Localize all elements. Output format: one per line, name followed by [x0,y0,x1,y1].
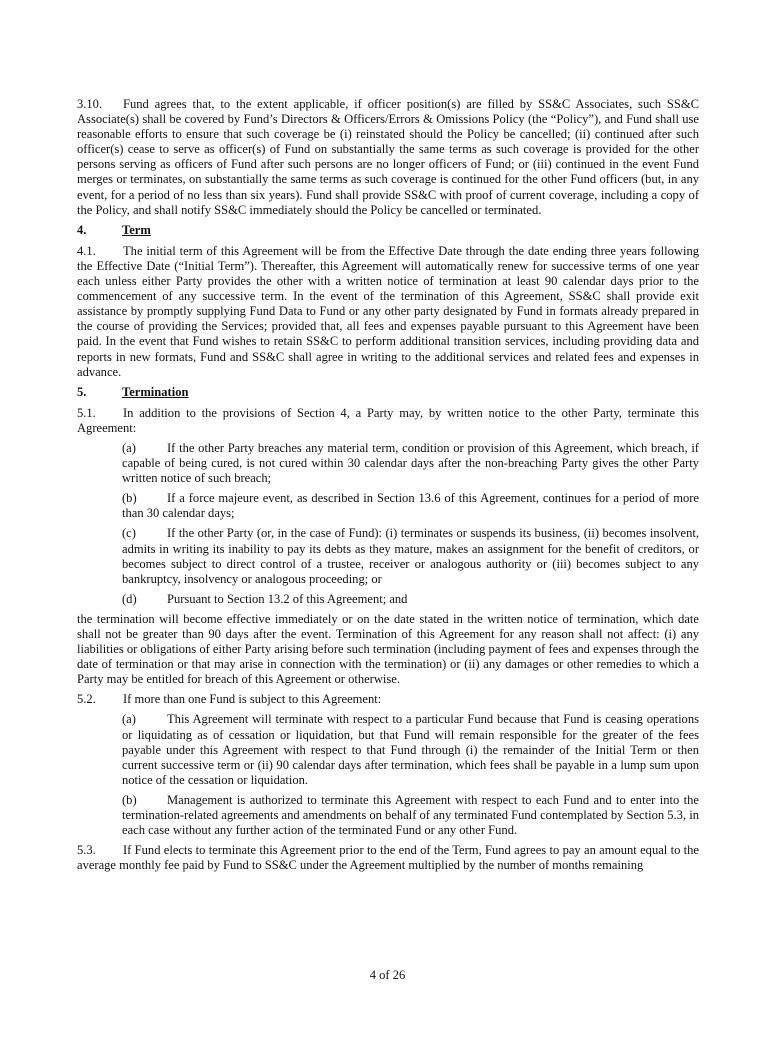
subparagraph-number: (b) [122,792,137,807]
paragraph-text: Fund agrees that, to the extent applicable, if officer position(s) are filled by SS&C Associates, such SS&C Associate(s) shall be covered by Fund’s Directors & Officers/Errors & Omissions Policy (the “Policy”), and Fund shall use reasonable efforts to ensure that such coverage be (i) reinstated should the Policy be cancelled; (ii) continued after such officer(s) cease to serve as officer(s) of Fund on substantially the same terms as such coverage is provided for the other persons serving as officers of Fund after such persons are no longer officers of Fund; or (iii) continued in the event Fund merges or terminates, on substantially the same terms as such coverage is continued for the other Fund officers (but, in any event, for a period of no less than six years). Fund shall provide SS&C with proof of current coverage, including a copy of the Policy, and shall notify SS&C immediately should the Policy be cancelled or terminated. [77,97,699,217]
paragraph-5-3 [77,843,699,873]
subparagraph-5-1-d [122,592,699,607]
section-heading-term [77,223,699,238]
subparagraph-number: (a) [122,440,136,455]
subparagraph-5-2-b [122,793,699,838]
section-number: 5. [77,384,87,399]
paragraph-5-1 [77,406,699,436]
paragraph-text: If more than one Fund is subject to this Agreement: [123,692,382,707]
paragraph-5-1-tail: the termination will become effective immediately or on the date stated in the written notice of termination, which date shall not be greater than 90 days after the event. Termination of this Agreement for any reason shall not affect: (i) any liabilities or obligations of either Party arising before such termination (including payment of fees and expenses through the date of termination or that may arise in connection with the termination) or (ii) any damages or other remedies to which a Party may be entitled for breach of this Agreement or otherwise. [77,611,699,687]
subparagraph-text: Management is authorized to terminate this Agreement with respect to each Fund and to enter into the termination-related agreements and amendments on behalf of any terminated Fund contemplated by Section 5.3, in each case without any further action of the terminated Fund or any other Fund. [122,792,699,838]
subparagraph-5-1-c [122,526,699,586]
subparagraph-text: If the other Party (or, in the case of Fund): (i) terminates or suspends its business, (ii) becomes insolvent, admits in writing its inability to pay its debts as they mature, makes an assignment for the benefit of creditors, or becomes subject to direct control of a trustee, receiver or analogous authority or (iii) becomes subject to any bankruptcy, insolvency or analogous proceeding; or [122,526,699,586]
subparagraph-number: (d) [122,591,137,606]
section-title: Term [122,222,151,237]
paragraph-number: 3.10. [77,97,103,111]
paragraph-text: In addition to the provisions of Section 4, a Party may, by written notice to the other Party, terminate this Agreement: [77,405,699,435]
subparagraph-number: (c) [122,526,136,541]
section-title: Termination [122,384,189,399]
paragraph-3-10 [77,97,699,218]
subparagraph-5-1-a [122,441,699,486]
paragraph-number: 5.3. [77,843,96,858]
paragraph-text: The initial term of this Agreement will be from the Effective Date through the date ending three years following the Effective Date (“Initial Term”). Thereafter, this Agreement will automatically renew for successive terms of one year each unless either Party provides the other with a written notice of termination at least 90 calendar days prior to the commencement of any successive term. In the event of the termination of this Agreement, SS&C shall provide exit assistance by promptly supplying Fund Data to Fund or any other party designated by Fund in formats already prepared in the course of providing the Services; provided that, all fees and expenses payable pursuant to this Agreement have been paid. In the event that Fund wishes to retain SS&C to perform additional transition services, including providing data and reports in new formats, Fund and SS&C shall agree in writing to the additional services and related fees and expenses in advance. [77,243,699,379]
page-number: 4 of 26 [369,968,406,982]
paragraph-5-2 [77,692,699,707]
subparagraph-text: If the other Party breaches any material term, condition or provision of this Agreement, which breach, if capable of being cured, is not cured within 30 calendar days after the non-breaching Party gives the other Party written notice of such breach; [122,440,699,486]
paragraph-number: 4.1. [77,243,96,258]
section-number: 4. [77,222,87,237]
subparagraph-text: If a force majeure event, as described in Section 13.6 of this Agreement, continues for a period of more than 30 calendar days; [122,491,699,521]
subparagraph-text: Pursuant to Section 13.2 of this Agreement; and [167,591,408,606]
paragraph-text: If Fund elects to terminate this Agreement prior to the end of the Term, Fund agrees to pay an amount equal to the average monthly fee paid by Fund to SS&C under the Agreement multiplied by the number of months remaining [77,843,699,873]
section-heading-termination [77,385,699,400]
subparagraph-5-1-b [122,491,699,521]
document-page [77,97,699,878]
paragraph-number: 5.2. [77,692,96,707]
subparagraph-number: (b) [122,491,137,506]
subparagraph-5-2-a [122,712,699,787]
paragraph-number: 5.1. [77,405,96,420]
subparagraph-number: (a) [122,712,136,727]
subparagraph-text: This Agreement will terminate with respect to a particular Fund because that Fund is ceasing operations or liquidating as of cessation or liquidation, but that Fund will remain responsible for the greater of the fees payable under this Agreement with respect to that Fund through (i) the remainder of the Initial Term or then current successive term or (ii) 90 calendar days after termination, which fees shall be payable in a lump sum upon notice of the cessation or liquidation. [122,712,699,787]
paragraph-4-1 [77,244,699,380]
